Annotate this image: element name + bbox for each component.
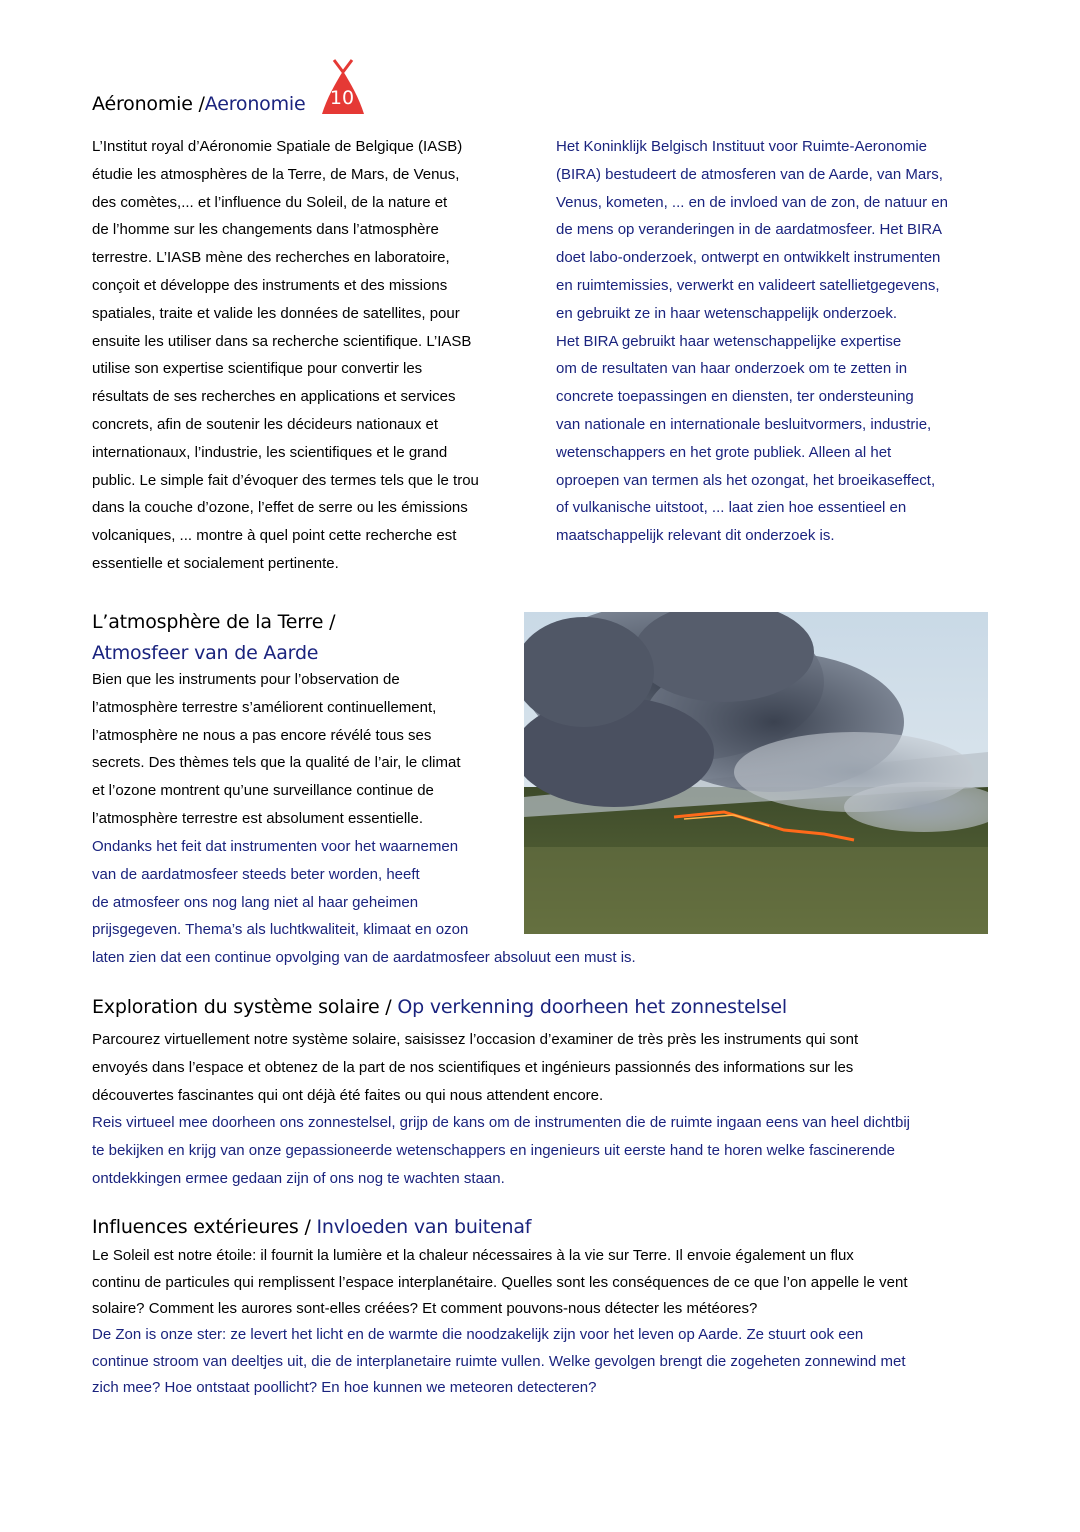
text-line: spatiales, traite et valide les données de satellites, pour bbox=[92, 304, 460, 322]
page-title bbox=[92, 92, 305, 116]
text-line: Venus, kometen, ... en de invloed van de zon, de natuur en bbox=[556, 193, 948, 211]
text-line: van nationale en internationale besluitvormers, industrie, bbox=[556, 415, 932, 433]
page-number: 10 bbox=[329, 87, 355, 109]
text-line: et l’ozone montrent qu’une surveillance continue de bbox=[92, 782, 434, 800]
text-line: concrete toepassingen en diensten, ter ondersteuning bbox=[556, 388, 914, 406]
text-line: internationaux, l’industrie, les scientifiques et le grand bbox=[92, 443, 448, 461]
text-line: découvertes fascinantes qui ont déjà été faites ou qui nous attendent encore. bbox=[92, 1086, 604, 1104]
text-line: dans la couche d’ozone, l’effet de serre ou les émissions bbox=[92, 499, 468, 517]
page-number-badge bbox=[313, 58, 373, 116]
influences-title bbox=[92, 1215, 531, 1239]
text-line: continue stroom van deeltjes uit, die de interplanetaire ruimte vullen. Welke gevolgen brengt die zogeheten zonnewind met bbox=[92, 1352, 906, 1370]
text-line: en ruimtemissies, verwerkt en valideert satellietgegevens, bbox=[556, 276, 940, 294]
text-line: étudie les atmosphères de la Terre, de Mars, de Venus, bbox=[92, 165, 460, 183]
influences-title-nl: Invloeden van buitenaf bbox=[316, 1216, 532, 1238]
text-line: te bekijken en krijg van onze gepassioneerde wetenschappers en ingenieurs uit eerste hand te horen welke fascinerende bbox=[92, 1141, 896, 1159]
text-line: l’atmosphère terrestre est absolument essentielle. bbox=[92, 809, 423, 827]
text-line: Het BIRA gebruikt haar wetenschappelijke expertise bbox=[556, 332, 902, 350]
text-line: laten zien dat een continue opvolging van de aardatmosfeer absoluut een must is. bbox=[92, 949, 636, 967]
text-line: concrets, afin de soutenir les décideurs nationaux et bbox=[92, 415, 439, 433]
solar-system-paragraph-fr bbox=[92, 1026, 858, 1109]
text-line: de l’homme sur les changements dans l’atmosphère bbox=[92, 221, 439, 239]
text-line: zich mee? Hoe ontstaat poollicht? En hoe kunnen we meteoren detecteren? bbox=[92, 1379, 597, 1396]
text-line: en gebruikt ze in haar wetenschappelijk onderzoek. bbox=[556, 304, 898, 322]
solar-system-title bbox=[92, 995, 787, 1019]
intro-paragraph-nl bbox=[556, 133, 948, 550]
text-line: L’Institut royal d’Aéronomie Spatiale de Belgique (IASB) bbox=[92, 138, 463, 155]
text-line: conçoit et développe des instruments et des missions bbox=[92, 276, 448, 294]
text-line: Reis virtueel mee doorheen ons zonnestelsel, grijp de kans om de instrumenten die de ruimte ingaan eens van heel dichtbij bbox=[92, 1114, 910, 1131]
text-line: Parcourez virtuellement notre système solaire, saisissez l’occasion d’examiner de très près les instruments qui sont bbox=[92, 1031, 859, 1048]
text-line: (BIRA) bestudeert de atmosferen van de Aarde, van Mars, bbox=[556, 165, 943, 183]
text-line: l’atmosphère terrestre s’améliorent continuellement, bbox=[92, 698, 437, 716]
solar-system-paragraph-nl bbox=[92, 1109, 910, 1192]
tent-icon bbox=[313, 58, 373, 116]
atmosphere-title bbox=[92, 607, 335, 669]
solar-system-title-nl: Op verkenning doorheen het zonnestelsel bbox=[397, 996, 787, 1018]
text-line: continu de particules qui remplissent l’espace interplanétaire. Quelles sont les conséquences de ce que l’on appelle le vent bbox=[92, 1273, 908, 1291]
text-line: l’atmosphère ne nous a pas encore révélé tous ses bbox=[92, 726, 432, 744]
text-line: doet labo-onderzoek, ontwerpt en ontwikkelt instrumenten bbox=[556, 249, 941, 267]
text-line: solaire? Comment les aurores sont-elles créées? Et comment pouvons-nous détecter les météores? bbox=[92, 1300, 758, 1317]
text-line: utilise son expertise scientifique pour convertir les bbox=[92, 360, 423, 378]
text-line: de atmosfeer ons nog lang niet al haar geheimen bbox=[92, 893, 419, 911]
text-line: ensuite les utiliser dans sa recherche scientifique. L’IASB bbox=[92, 332, 472, 350]
text-line: Le Soleil est notre étoile: il fournit la lumière et la chaleur nécessaires à la vie sur Terre. Il envoie également un flux bbox=[92, 1247, 854, 1264]
forest-fire-photo bbox=[524, 612, 988, 934]
text-line: maatschappelijk relevant dit onderzoek is. bbox=[556, 527, 835, 545]
text-line: De Zon is onze ster: ze levert het licht en de warmte die noodzakelijk zijn voor het leven op Aarde. Ze stuurt ook een bbox=[92, 1326, 864, 1343]
text-line: Ondanks het feit dat instrumenten voor het waarnemen bbox=[92, 838, 459, 855]
text-line: terrestre. L’IASB mène des recherches en laboratoire, bbox=[92, 249, 450, 267]
text-line: secrets. Des thèmes tels que la qualité de l’air, le climat bbox=[92, 754, 461, 772]
text-line: Het Koninklijk Belgisch Instituut voor Ruimte-Aeronomie bbox=[556, 138, 927, 155]
text-line: essentielle et socialement pertinente. bbox=[92, 554, 339, 572]
atmosphere-paragraph-fr bbox=[92, 666, 461, 833]
text-line: om de resultaten van haar onderzoek om te zetten in bbox=[556, 360, 908, 378]
page-title-nl: Aeronomie bbox=[204, 93, 306, 115]
text-line: wetenschappers en het grote publiek. Alleen al het bbox=[556, 443, 892, 461]
atmosphere-title-fr: L’atmosphère de la Terre / bbox=[92, 611, 336, 633]
text-line: prijsgegeven. Thema’s als luchtkwaliteit, klimaat en ozon bbox=[92, 921, 469, 939]
text-line: envoyés dans l’espace et obtenez de la part de nos scientifiques et ingénieurs passionnés des informations sur les bbox=[92, 1058, 854, 1076]
text-line: ontdekkingen ermee gedaan zijn of ons nog te wachten staan. bbox=[92, 1169, 505, 1187]
text-line: of vulkanische uitstoot, ... laat zien hoe essentieel en bbox=[556, 499, 907, 517]
text-line: oproepen van termen als het ozongat, het broeikaseffect, bbox=[556, 471, 936, 489]
text-line: résultats de ses recherches en applications et services bbox=[92, 388, 456, 406]
text-line: public. Le simple fait d’évoquer des termes tels que le trou bbox=[92, 471, 479, 489]
text-line: volcaniques, ... montre à quel point cette recherche est bbox=[92, 527, 457, 545]
influences-paragraph-fr bbox=[92, 1243, 908, 1323]
text-line: Bien que les instruments pour l’observation de bbox=[92, 671, 400, 688]
intro-paragraph-fr bbox=[92, 133, 479, 578]
solar-system-title-fr: Exploration du système solaire / bbox=[92, 996, 398, 1018]
influences-paragraph-nl bbox=[92, 1322, 906, 1402]
text-line: des comètes,... et l’influence du Soleil, de la nature et bbox=[92, 193, 448, 211]
atmosphere-title-nl: Atmosfeer van de Aarde bbox=[92, 642, 319, 664]
text-line: van de aardatmosfeer steeds beter worden, heeft bbox=[92, 865, 420, 883]
influences-title-fr: Influences extérieures / bbox=[92, 1216, 317, 1238]
text-line: de mens op veranderingen in de aardatmosfeer. Het BIRA bbox=[556, 221, 943, 239]
page-title-fr: Aéronomie / bbox=[92, 93, 205, 115]
